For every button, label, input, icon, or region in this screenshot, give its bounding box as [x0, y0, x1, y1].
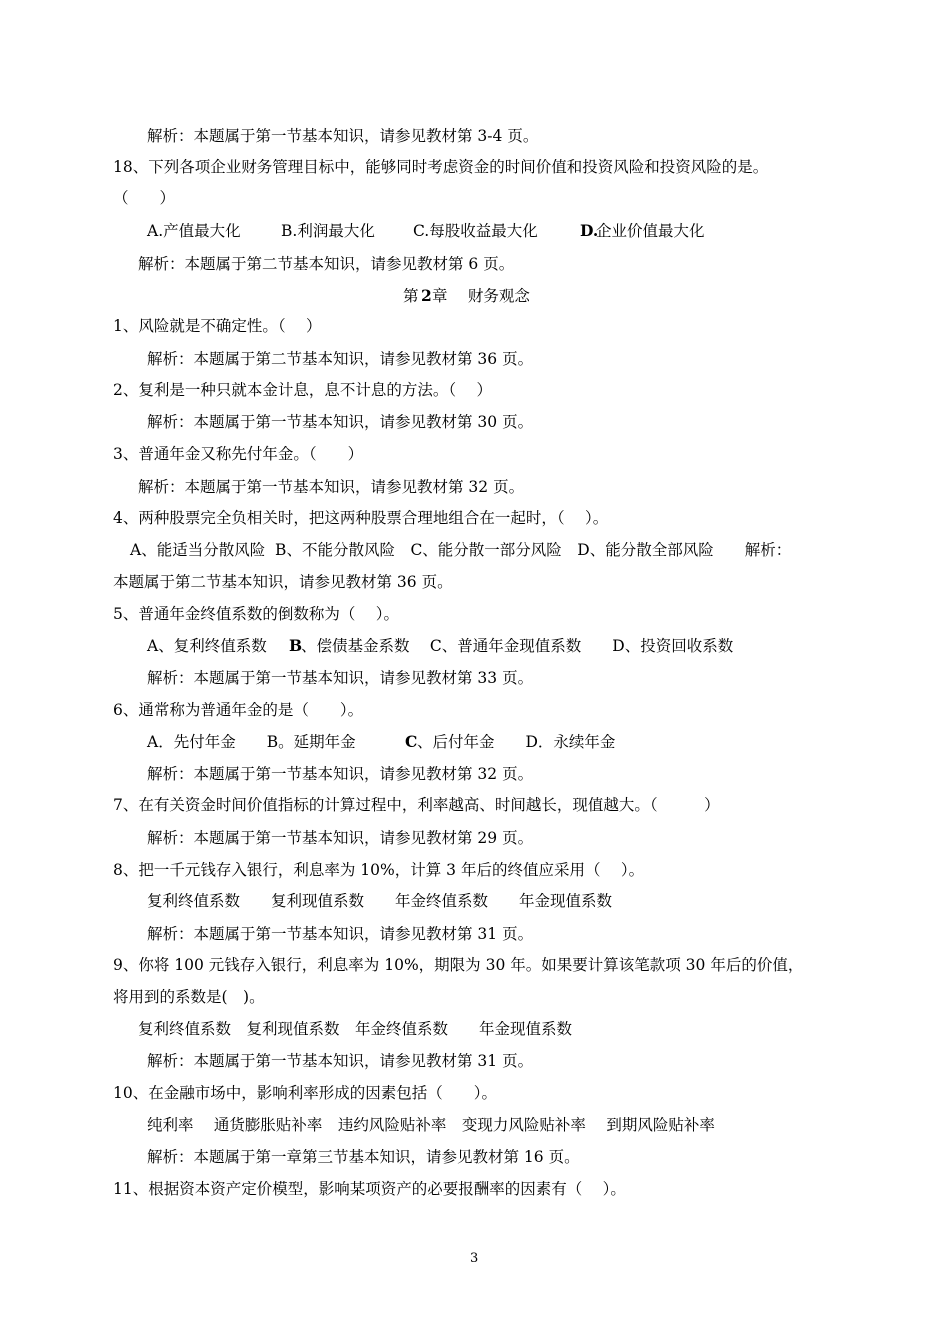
text-line: 解析：本题属于第一节基本知识，请参见教材第 32 页。 [138, 478, 525, 496]
option-a: A、复利终值系数 [147, 637, 272, 655]
option-b-letter: B [289, 636, 303, 655]
text-line: 解析：本题属于第一节基本知识，请参见教材第 32 页。 [147, 765, 534, 783]
option-b: B.利润最大化 [281, 222, 375, 240]
option-a: A.产值最大化 [147, 222, 241, 240]
question-10: 10、在金融市场中，影响利率形成的因素包括（ ）。 [113, 1084, 497, 1102]
text-line: 解析：本题属于第一节基本知识，请参见教材第 33 页。 [147, 669, 534, 687]
chapter-number: 2 [421, 286, 432, 305]
text-line: 解析：本题属于第二节基本知识，请参见教材第 36 页。 [147, 350, 534, 368]
question-5: 5、普通年金终值系数的倒数称为（ ）。 [113, 605, 400, 623]
question-2: 2、复利是一种只就本金计息，息不计息的方法。（ ） [113, 381, 493, 399]
option-c: C.每股收益最大化 [413, 222, 538, 240]
question-8: 8、把一千元钱存入银行，利息率为 10%，计算 3 年后的终值应采用（ ）。 [113, 861, 645, 879]
options-line: 复利终值系数 复利现值系数 年金终值系数 年金现值系数 [147, 892, 613, 910]
text-line: 解析：本题属于第一节基本知识，请参见教材第 30 页。 [147, 413, 534, 431]
chapter-heading-title: 章 财务观念 [432, 287, 530, 305]
options-line: 复利终值系数 复利现值系数 年金终值系数 年金现值系数 [138, 1020, 573, 1038]
text-line: 解析：本题属于第一节基本知识，请参见教材第 3-4 页。 [147, 127, 539, 145]
question-11: 11、根据资本资产定价模型，影响某项资产的必要报酬率的因素有（ ）。 [113, 1180, 626, 1198]
page-number: 3 [470, 1251, 479, 1266]
text-line: 解析：本题属于第一节基本知识，请参见教材第 31 页。 [147, 925, 534, 943]
options-line: 、偿债基金系数 C、普通年金现值系数 D、投资回收系数 [301, 637, 734, 655]
question-7: 7、在有关资金时间价值指标的计算过程中，利率越高、时间越长，现值越大。（ ） [113, 796, 720, 814]
question-9: 9、你将 100 元钱存入银行，利息率为 10%，期限为 30 年。如果要计算该笔款项 30 年后的价值， [113, 956, 804, 974]
text-line: 解析：本题属于第一节基本知识，请参见教材第 29 页。 [147, 829, 534, 847]
option-d-letter: D. [580, 221, 599, 240]
options-line: 纯利率 通货膨胀贴补率 违约风险贴补率 变现力风险贴补率 到期风险贴补率 [147, 1116, 715, 1134]
question-1: 1、风险就是不确定性。（ ） [113, 317, 322, 335]
question-3: 3、普通年金又称先付年金。（ ） [113, 445, 364, 463]
text-line: 解析：本题属于第一章第三节基本知识，请参见教材第 16 页。 [147, 1148, 580, 1166]
options-line: 、后付年金 D．永续年金 [417, 733, 616, 751]
text-line: 将用到的系数是( )。 [113, 988, 265, 1006]
question-4: 4、两种股票完全负相关时，把这两种股票合理地组合在一起时，（ ）。 [113, 509, 609, 527]
answer-blank: （ ） [113, 189, 176, 207]
text-line: 本题属于第二节基本知识，请参见教材第 36 页。 [113, 573, 453, 591]
chapter-heading-prefix: 第 [403, 287, 419, 305]
text-line: 解析：本题属于第二节基本知识，请参见教材第 6 页。 [138, 255, 515, 273]
options-line: A、能适当分散风险 B、不能分散风险 C、能分散一部分风险 D、能分散全部风险 解析： [130, 541, 792, 559]
options-line: A．先付年金 B。延期年金 [147, 733, 387, 751]
question-18: 18、下列各项企业财务管理目标中，能够同时考虑资金的时间价值和投资风险和投资风险的是。 [113, 158, 769, 176]
option-d-text: 企业价值最大化 [596, 222, 705, 240]
option-c-letter: C [405, 732, 418, 751]
text-line: 解析：本题属于第一节基本知识，请参见教材第 31 页。 [147, 1052, 534, 1070]
question-6: 6、通常称为普通年金的是（ ）。 [113, 701, 364, 719]
